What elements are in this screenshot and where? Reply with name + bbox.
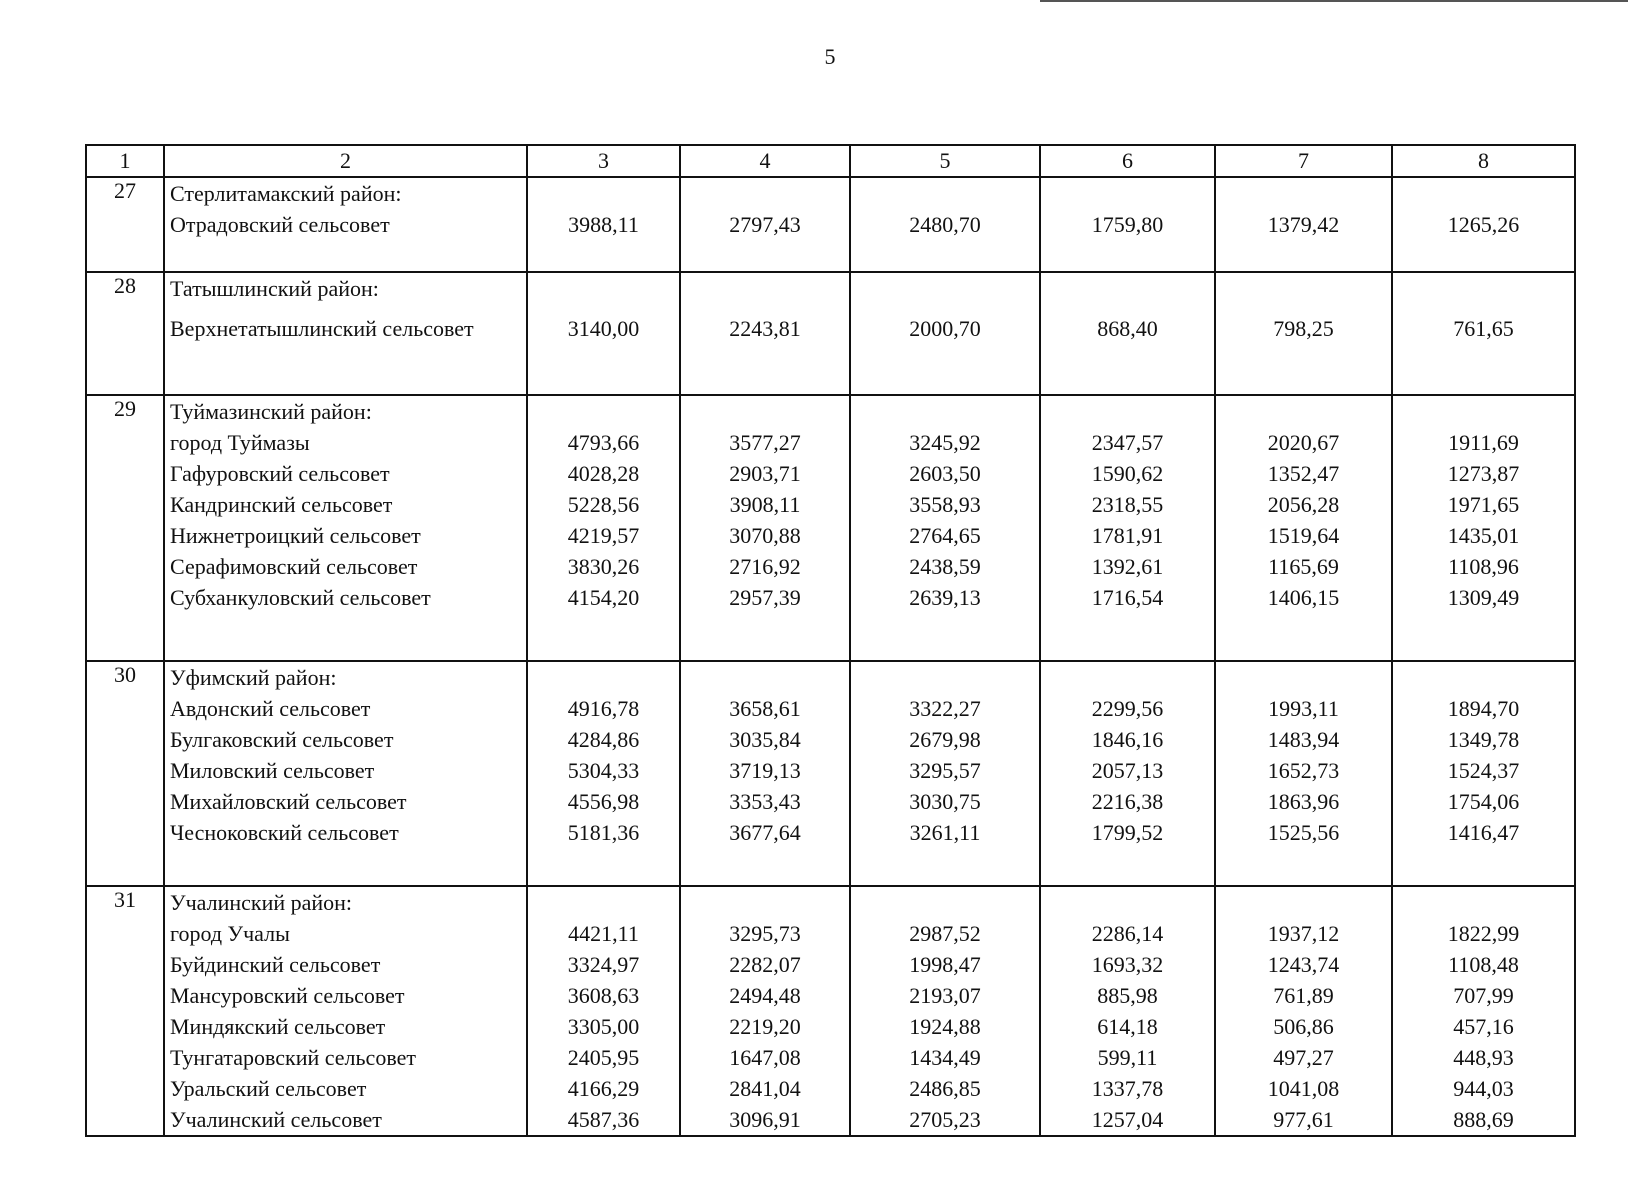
value: 2000,70	[909, 316, 981, 341]
value: 3830,26	[567, 554, 640, 579]
blank-line	[528, 178, 679, 209]
value: 3608,63	[567, 983, 640, 1008]
value: 2020,67	[1267, 430, 1340, 455]
spacer	[528, 304, 679, 313]
value: 1519,64	[1267, 523, 1340, 548]
spacer	[851, 848, 1039, 885]
value-cell-col-7	[1215, 886, 1392, 1136]
spacer	[1041, 344, 1214, 394]
value: 2957,39	[729, 585, 801, 610]
value: 1693,32	[1091, 952, 1164, 977]
value-cell-col-6	[1040, 661, 1215, 886]
spacer	[851, 613, 1039, 660]
value: 2764,65	[909, 523, 981, 548]
value: 3096,91	[729, 1107, 801, 1132]
value-cell-col-4	[680, 886, 850, 1136]
blank-line	[1041, 178, 1214, 209]
blank-line	[681, 887, 849, 918]
value: 4028,28	[567, 461, 640, 486]
value: 1525,56	[1267, 820, 1340, 845]
value: 4587,36	[567, 1107, 640, 1132]
name-cell	[164, 272, 527, 395]
header-row	[86, 145, 1575, 177]
settlement-name: Учалинский сельсовет	[170, 1107, 382, 1132]
blank-line	[1216, 178, 1391, 209]
value: 2480,70	[909, 212, 981, 237]
district-name: Учалинский район:	[170, 890, 353, 915]
value: 1822,99	[1447, 921, 1520, 946]
value: 1406,15	[1267, 585, 1340, 610]
name-cell	[164, 395, 527, 661]
value: 4154,20	[567, 585, 640, 610]
spacer	[1041, 613, 1214, 660]
value: 448,93	[1453, 1045, 1514, 1070]
value: 614,18	[1097, 1014, 1158, 1039]
value: 1924,88	[909, 1014, 981, 1039]
value: 1257,04	[1091, 1107, 1164, 1132]
value: 4793,66	[567, 430, 640, 455]
value: 1799,52	[1091, 820, 1164, 845]
value-cell-col-3	[527, 886, 680, 1136]
spacer	[1216, 240, 1391, 271]
value: 3030,75	[909, 789, 981, 814]
value: 2987,52	[909, 921, 981, 946]
table-row	[86, 661, 1575, 886]
value: 1863,96	[1267, 789, 1340, 814]
table-row	[86, 886, 1575, 1136]
row-number: 27	[86, 177, 164, 272]
value: 1971,65	[1447, 492, 1520, 517]
column-header: 6	[1040, 145, 1215, 177]
value-cell-col-8	[1392, 272, 1575, 395]
spacer	[681, 240, 849, 271]
value: 3035,84	[729, 727, 801, 752]
row-number: 31	[86, 886, 164, 1136]
spacer	[681, 304, 849, 313]
value: 4421,11	[568, 921, 639, 946]
name-cell	[164, 177, 527, 272]
value: 1265,26	[1447, 212, 1520, 237]
blank-line	[851, 887, 1039, 918]
value: 1759,80	[1091, 212, 1164, 237]
value: 1483,94	[1267, 727, 1340, 752]
value: 2679,98	[909, 727, 981, 752]
column-header: 5	[850, 145, 1040, 177]
table-row	[86, 395, 1575, 661]
spacer	[528, 344, 679, 394]
value: 2286,14	[1091, 921, 1164, 946]
settlement-name: Чесноковский сельсовет	[170, 820, 399, 845]
table-body	[86, 177, 1575, 1136]
blank-line	[528, 887, 679, 918]
column-header: 7	[1215, 145, 1392, 177]
value: 4219,57	[567, 523, 640, 548]
value: 1998,47	[909, 952, 981, 977]
blank-line	[1041, 396, 1214, 427]
spacer	[1393, 848, 1574, 885]
value: 506,86	[1273, 1014, 1334, 1039]
value: 1108,96	[1448, 554, 1519, 579]
blank-line	[1393, 178, 1574, 209]
value-cell-col-8	[1392, 661, 1575, 886]
row-number: 30	[86, 661, 164, 886]
value: 2405,95	[567, 1045, 640, 1070]
value-cell-col-4	[680, 177, 850, 272]
value: 1434,49	[909, 1045, 981, 1070]
spacer	[851, 344, 1039, 394]
value: 1846,16	[1091, 727, 1164, 752]
blank-line	[851, 662, 1039, 693]
value-cell-col-6	[1040, 886, 1215, 1136]
settlement-name: Михайловский сельсовет	[170, 789, 407, 814]
value: 3908,11	[729, 492, 801, 517]
district-name: Татышлинский район:	[170, 276, 379, 301]
value-cell-col-6	[1040, 272, 1215, 395]
blank-line	[681, 273, 849, 304]
value: 1590,62	[1091, 461, 1164, 486]
blank-line	[528, 273, 679, 304]
value: 2438,59	[909, 554, 981, 579]
value: 3988,11	[568, 212, 639, 237]
value: 1652,73	[1267, 758, 1340, 783]
value: 2603,50	[909, 461, 981, 486]
settlement-name: Субханкуловский сельсовет	[170, 585, 431, 610]
value-cell-col-7	[1215, 272, 1392, 395]
spacer	[1216, 344, 1391, 394]
blank-line	[1393, 396, 1574, 427]
value: 1165,69	[1268, 554, 1339, 579]
value: 1524,37	[1447, 758, 1520, 783]
row-number: 29	[86, 395, 164, 661]
spacer	[1216, 848, 1391, 885]
value: 497,27	[1273, 1045, 1334, 1070]
value: 2318,55	[1091, 492, 1164, 517]
value: 2282,07	[729, 952, 801, 977]
value-cell-col-7	[1215, 395, 1392, 661]
spacer	[1393, 613, 1574, 660]
blank-line	[681, 178, 849, 209]
settlement-name: Кандринский сельсовет	[170, 492, 393, 517]
district-name: Туймазинский район:	[170, 399, 372, 424]
value: 707,99	[1453, 983, 1514, 1008]
spacer	[851, 304, 1039, 313]
value: 4166,29	[567, 1076, 640, 1101]
value-cell-col-8	[1392, 395, 1575, 661]
settlement-name: Буйдинский сельсовет	[170, 952, 381, 977]
value-cell-col-3	[527, 661, 680, 886]
value-cell-col-7	[1215, 661, 1392, 886]
settlement-name: Отрадовский сельсовет	[170, 212, 390, 237]
blank-line	[528, 396, 679, 427]
value: 3070,88	[729, 523, 801, 548]
settlement-name: Тунгатаровский сельсовет	[170, 1045, 416, 1070]
spacer	[1041, 848, 1214, 885]
value: 5304,33	[567, 758, 640, 783]
value: 977,61	[1273, 1107, 1334, 1132]
value: 3295,57	[909, 758, 981, 783]
value: 2243,81	[729, 316, 801, 341]
name-cell	[164, 886, 527, 1136]
row-number: 28	[86, 272, 164, 395]
value-cell-col-5	[850, 886, 1040, 1136]
blank-line	[1393, 273, 1574, 304]
column-header: 3	[527, 145, 680, 177]
value: 3305,00	[567, 1014, 640, 1039]
spacer	[165, 240, 526, 271]
settlement-name: Верхнетатышлинский сельсовет	[170, 316, 474, 341]
value: 3245,92	[909, 430, 981, 455]
value: 4916,78	[567, 696, 640, 721]
value: 2841,04	[729, 1076, 801, 1101]
value: 3322,27	[909, 696, 981, 721]
settlement-name: Нижнетроицкий сельсовет	[170, 523, 421, 548]
settlement-name: Гафуровский сельсовет	[170, 461, 390, 486]
value-cell-col-5	[850, 661, 1040, 886]
value: 3140,00	[567, 316, 640, 341]
value: 4284,86	[567, 727, 640, 752]
value-cell-col-3	[527, 395, 680, 661]
blank-line	[681, 662, 849, 693]
value: 761,65	[1453, 316, 1514, 341]
spacer	[1393, 304, 1574, 313]
value: 4556,98	[567, 789, 640, 814]
spacer	[1393, 240, 1574, 271]
value: 944,03	[1453, 1076, 1514, 1101]
value: 2057,13	[1091, 758, 1164, 783]
value: 599,11	[1097, 1045, 1158, 1070]
value-cell-col-3	[527, 177, 680, 272]
top-rule	[1040, 0, 1628, 2]
value: 1716,54	[1091, 585, 1164, 610]
blank-line	[851, 273, 1039, 304]
spacer	[681, 613, 849, 660]
spacer	[165, 304, 526, 313]
value: 1993,11	[1268, 696, 1339, 721]
value: 3324,97	[567, 952, 640, 977]
value: 457,16	[1453, 1014, 1514, 1039]
settlement-name: город Туймазы	[170, 430, 310, 455]
value: 3719,13	[729, 758, 801, 783]
column-header: 4	[680, 145, 850, 177]
value: 798,25	[1273, 316, 1334, 341]
value: 1352,47	[1267, 461, 1340, 486]
value: 1435,01	[1447, 523, 1520, 548]
value: 5228,56	[567, 492, 640, 517]
value: 1108,48	[1448, 952, 1519, 977]
spacer	[1216, 304, 1391, 313]
column-header: 2	[164, 145, 527, 177]
value: 885,98	[1097, 983, 1158, 1008]
value-cell-col-5	[850, 272, 1040, 395]
settlement-name: город Учалы	[170, 921, 290, 946]
blank-line	[1216, 396, 1391, 427]
blank-line	[1041, 887, 1214, 918]
value: 2716,92	[729, 554, 801, 579]
spacer	[528, 848, 679, 885]
value: 1349,78	[1447, 727, 1520, 752]
blank-line	[1041, 662, 1214, 693]
value: 1781,91	[1091, 523, 1164, 548]
value: 761,89	[1273, 983, 1334, 1008]
value: 3658,61	[729, 696, 801, 721]
value: 2219,20	[729, 1014, 801, 1039]
settlement-name: Миндякский сельсовет	[170, 1014, 386, 1039]
value-cell-col-4	[680, 272, 850, 395]
settlement-name: Мансуровский сельсовет	[170, 983, 405, 1008]
value: 868,40	[1097, 316, 1158, 341]
data-table	[85, 144, 1576, 1137]
value-cell-col-5	[850, 177, 1040, 272]
value-cell-col-3	[527, 272, 680, 395]
value: 888,69	[1453, 1107, 1514, 1132]
blank-line	[1393, 662, 1574, 693]
blank-line	[851, 178, 1039, 209]
value-cell-col-7	[1215, 177, 1392, 272]
value: 1337,78	[1091, 1076, 1164, 1101]
spacer	[528, 613, 679, 660]
value: 2193,07	[909, 983, 981, 1008]
value: 2056,28	[1267, 492, 1340, 517]
spacer	[681, 848, 849, 885]
blank-line	[1393, 887, 1574, 918]
spacer	[1041, 304, 1214, 313]
value: 3261,11	[909, 820, 981, 845]
value: 1243,74	[1267, 952, 1340, 977]
value: 1754,06	[1447, 789, 1520, 814]
value: 5181,36	[567, 820, 640, 845]
value-cell-col-6	[1040, 395, 1215, 661]
value: 3353,43	[729, 789, 801, 814]
blank-line	[528, 662, 679, 693]
table-row	[86, 177, 1575, 272]
value-cell-col-4	[680, 661, 850, 886]
value-cell-col-5	[850, 395, 1040, 661]
blank-line	[851, 396, 1039, 427]
value-cell-col-8	[1392, 177, 1575, 272]
value: 2299,56	[1091, 696, 1164, 721]
value: 2639,13	[909, 585, 981, 610]
value: 1309,49	[1447, 585, 1520, 610]
value: 1273,87	[1447, 461, 1520, 486]
value: 1647,08	[729, 1045, 801, 1070]
value-cell-col-6	[1040, 177, 1215, 272]
value: 1041,08	[1267, 1076, 1340, 1101]
district-name: Уфимский район:	[170, 665, 337, 690]
blank-line	[681, 396, 849, 427]
value: 3677,64	[729, 820, 801, 845]
spacer	[165, 344, 526, 394]
settlement-name: Уральский сельсовет	[170, 1076, 367, 1101]
value: 2903,71	[729, 461, 801, 486]
value: 2797,43	[729, 212, 801, 237]
spacer	[165, 613, 526, 660]
column-header: 8	[1392, 145, 1575, 177]
value: 2216,38	[1091, 789, 1164, 814]
value: 1894,70	[1447, 696, 1520, 721]
value: 2494,48	[729, 983, 801, 1008]
value: 1379,42	[1267, 212, 1340, 237]
table-row	[86, 272, 1575, 395]
spacer	[851, 240, 1039, 271]
settlement-name: Авдонский сельсовет	[170, 696, 371, 721]
value-cell-col-4	[680, 395, 850, 661]
value: 3558,93	[909, 492, 981, 517]
page-number: 5	[824, 44, 836, 69]
value: 3577,27	[729, 430, 801, 455]
name-cell	[164, 661, 527, 886]
column-header: 1	[86, 145, 164, 177]
value: 1911,69	[1448, 430, 1519, 455]
value: 3295,73	[729, 921, 801, 946]
value: 2347,57	[1091, 430, 1164, 455]
spacer	[1216, 613, 1391, 660]
spacer	[1041, 240, 1214, 271]
settlement-name: Серафимовский сельсовет	[170, 554, 418, 579]
district-name: Стерлитамакский район:	[170, 181, 402, 206]
spacer	[681, 344, 849, 394]
value: 2486,85	[909, 1076, 981, 1101]
spacer	[165, 848, 526, 885]
value-cell-col-8	[1392, 886, 1575, 1136]
blank-line	[1216, 887, 1391, 918]
spacer	[528, 240, 679, 271]
settlement-name: Миловский сельсовет	[170, 758, 375, 783]
blank-line	[1041, 273, 1214, 304]
value: 1416,47	[1447, 820, 1520, 845]
blank-line	[1216, 273, 1391, 304]
value: 1937,12	[1267, 921, 1340, 946]
blank-line	[1216, 662, 1391, 693]
value: 2705,23	[909, 1107, 981, 1132]
value: 1392,61	[1091, 554, 1164, 579]
settlement-name: Булгаковский сельсовет	[170, 727, 394, 752]
spacer	[1393, 344, 1574, 394]
